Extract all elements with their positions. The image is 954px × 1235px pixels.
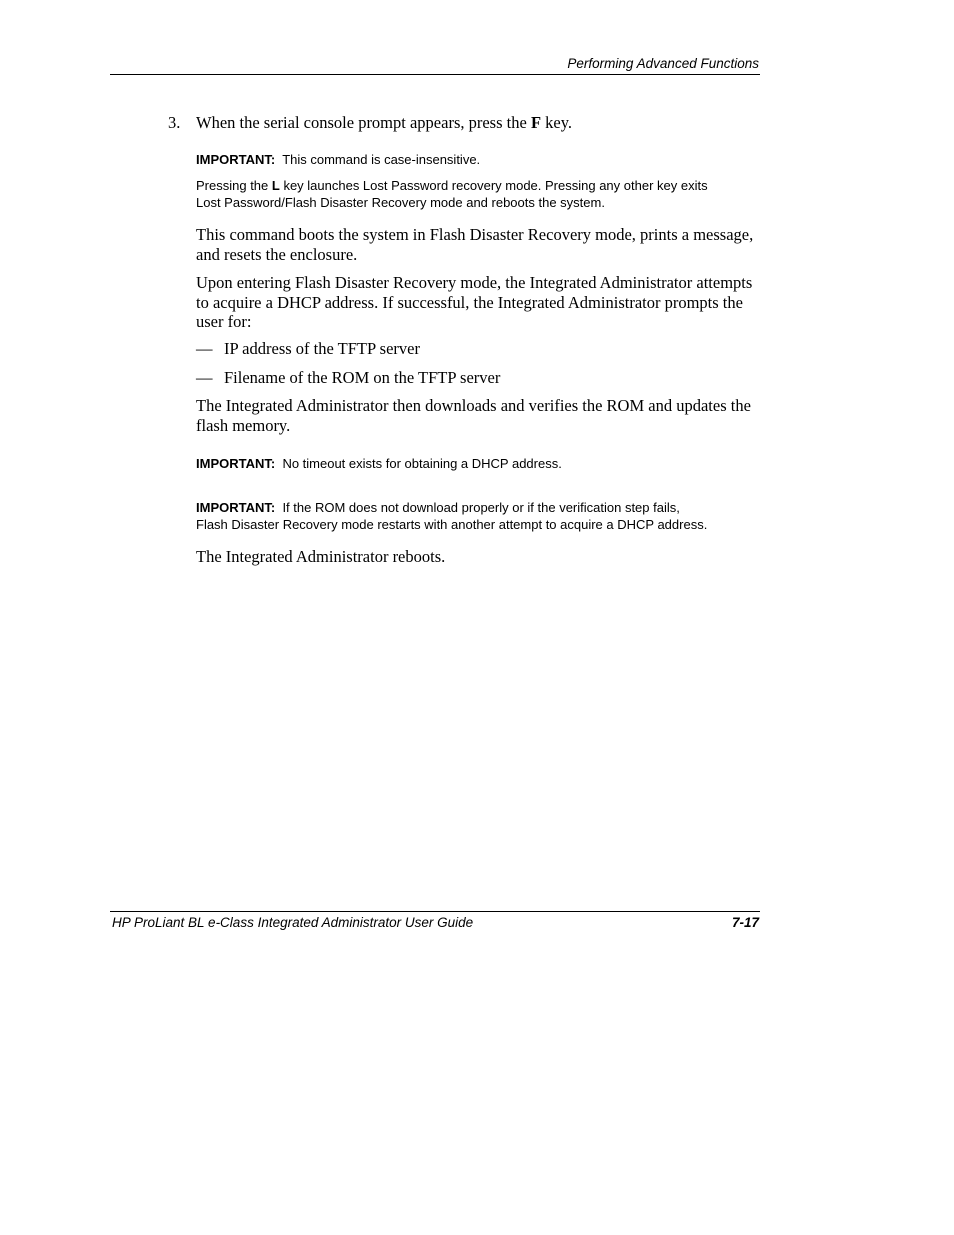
list-item-text: IP address of the TFTP server [224, 339, 420, 358]
important-label: IMPORTANT: [196, 500, 276, 515]
footer-guide-title: HP ProLiant BL e-Class Integrated Administrator User Guide [112, 915, 474, 930]
important-text: No timeout exists for obtaining a DHCP address. [282, 456, 562, 471]
lost-password-note: Pressing the L key launches Lost Password recovery mode. Pressing any other key exits Lost Password/Flash Disaster Recovery mode and reboots the system. [196, 178, 708, 210]
important-note-rom-download: IMPORTANT: If the ROM does not download properly or if the verification step fails, Flash Disaster Recovery mode restarts with another attempt to acquire a DHCP address. [196, 500, 708, 532]
paragraph-dhcp: Upon entering Flash Disaster Recovery mode, the Integrated Administrator attempts to acquire a DHCP address. If successful, the Integrated Administrator prompts the user for: [196, 273, 753, 331]
important-note-dhcp-timeout [196, 455, 758, 472]
page-header-title: Performing Advanced Functions [567, 56, 759, 71]
dash-bullet: — [196, 368, 213, 387]
step-text: When the serial console prompt appears, press the F key. [196, 113, 573, 132]
key-l: L [271, 178, 280, 193]
important-label: IMPORTANT: [196, 456, 276, 471]
important-note-case-insensitive [196, 151, 758, 168]
dash-bullet: — [196, 339, 213, 358]
header-divider [110, 74, 760, 75]
key-f: F [530, 113, 542, 132]
footer-divider [110, 911, 760, 912]
page-number: 7-17 [731, 915, 759, 930]
important-text: This command is case-insensitive. [282, 152, 481, 167]
list-item-text: Filename of the ROM on the TFTP server [224, 368, 501, 387]
step-number: 3. [168, 113, 181, 132]
paragraph-boots-system: This command boots the system in Flash Disaster Recovery mode, prints a message, and resets the enclosure. [196, 225, 754, 264]
paragraph-downloads-rom: The Integrated Administrator then downloads and verifies the ROM and updates the flash memory. [196, 396, 751, 435]
paragraph-reboots: The Integrated Administrator reboots. [196, 547, 446, 566]
important-label: IMPORTANT: [196, 152, 276, 167]
